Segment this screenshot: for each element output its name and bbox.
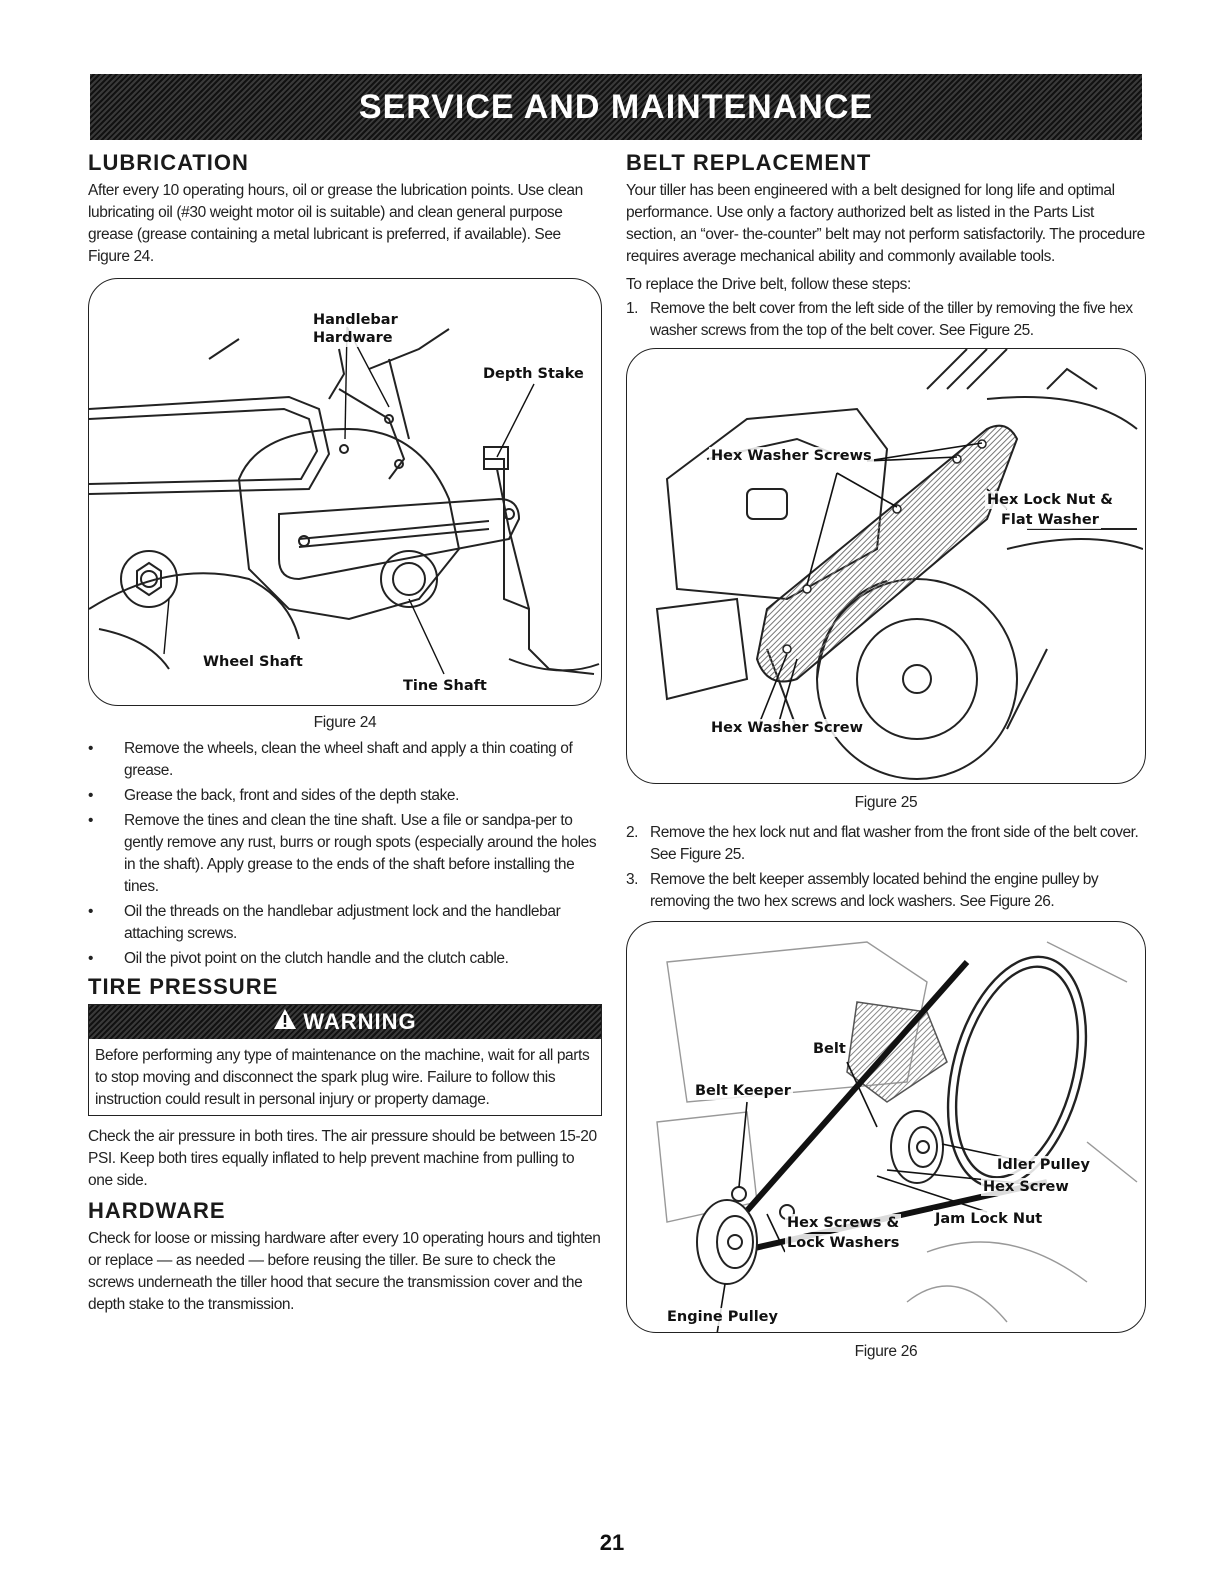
list-item: • Grease the back, front and sides of the depth stake.	[88, 785, 602, 807]
label-depth-stake: Depth Stake	[483, 366, 584, 382]
label-jam-lock-nut: Jam Lock Nut	[935, 1211, 1043, 1227]
list-item: • Oil the threads on the handlebar adjustment lock and the handlebar attaching screws.	[88, 901, 602, 945]
page-title: SERVICE AND MAINTENANCE	[358, 87, 874, 126]
warning-box	[88, 1004, 602, 1116]
list-item: • Remove the tines and clean the tine shaft. Use a file or sandpa-per to gently remove any rust, burrs or rough spots (especially around the holes in the shaft). Apply grease to the ends of the shaft before installing the tines.	[88, 810, 602, 898]
step-text: Remove the belt keeper assembly located behind the engine pulley by removing the two hex screws and lock washers. See Figure 26.	[650, 871, 1099, 910]
label-wheel-shaft: Wheel Shaft	[203, 654, 303, 670]
step-text: Remove the hex lock nut and flat washer from the front side of the belt cover. See Figure 25.	[650, 824, 1139, 863]
label-hex-screws-2: Lock Washers	[787, 1235, 900, 1251]
left-column	[88, 150, 602, 1316]
label-tine-shaft: Tine Shaft	[403, 678, 487, 694]
list-item	[626, 822, 1146, 866]
step-number: 2.	[626, 824, 638, 841]
right-column	[626, 150, 1146, 1367]
label-engine-pulley: Engine Pulley	[667, 1309, 778, 1325]
label-hex-washer-screw: Hex Washer Screw	[711, 720, 864, 736]
hardware-text: Check for loose or missing hardware after every 10 operating hours and tighten or replace — as needed — before reusing the tiller. Be sure to check the screws underneath the tiller hood that secure the transmission cover and the depth stake to the transmission.	[88, 1230, 601, 1313]
lubrication-list	[88, 738, 602, 970]
belt-replacement-heading: BELT REPLACEMENT	[626, 150, 872, 175]
warning-text: Before performing any type of maintenance on the machine, wait for all parts to stop moving and disconnect the spark plug wire. Failure to follow this instruction could result in personal injury or property damage.	[95, 1047, 590, 1108]
label-idler-pulley: Idler Pulley	[997, 1157, 1090, 1173]
section-banner	[90, 74, 1142, 140]
list-item	[626, 298, 1146, 342]
tire-pressure-text: Check the air pressure in both tires. The air pressure should be between 15-20 PSI. Keep both tires equally inflated to help prevent machine from pulling to one side.	[88, 1128, 597, 1189]
label-handlebar-hardware-2: Hardware	[313, 330, 393, 346]
belt-steps-a	[626, 298, 1146, 342]
list-item	[626, 869, 1146, 913]
label-hex-washer-screws: Hex Washer Screws	[711, 448, 872, 464]
figure-26	[626, 921, 1146, 1333]
figure-26-caption: Figure 26	[854, 1343, 918, 1360]
label-belt-keeper: Belt Keeper	[695, 1083, 791, 1099]
label-hex-screws-1: Hex Screws &	[787, 1215, 900, 1231]
belt-replacement-intro: Your tiller has been engineered with a belt designed for long life and optimal performance. Use only a factory authorized belt as listed in the Parts List section, an “over- the-counter” belt may not perform satisfactorily. The procedure requires average mechanical ability and commonly available tools.	[626, 182, 1145, 265]
figure-25-caption: Figure 25	[854, 794, 918, 811]
hardware-heading: HARDWARE	[88, 1198, 226, 1223]
step-number: 1.	[626, 300, 638, 317]
belt-steps-b	[626, 822, 1146, 913]
belt-replacement-lead: To replace the Drive belt, follow these steps:	[626, 276, 911, 293]
tire-pressure-heading: TIRE PRESSURE	[88, 974, 279, 999]
label-handlebar-hardware-1: Handlebar	[313, 312, 398, 328]
warning-triangle-icon	[273, 1008, 297, 1036]
label-belt: Belt	[813, 1041, 846, 1057]
page-number: 21	[599, 1530, 625, 1555]
figure-25	[626, 348, 1146, 784]
warning-title: WARNING	[303, 1009, 417, 1034]
warning-header	[89, 1005, 601, 1039]
figure-24	[88, 278, 602, 706]
step-text: Remove the belt cover from the left side of the tiller by removing the five hex washer screws from the top of the belt cover. See Figure 25.	[650, 300, 1133, 339]
figure-24-caption: Figure 24	[313, 714, 377, 731]
list-item: • Remove the wheels, clean the wheel shaft and apply a thin coating of grease.	[88, 738, 602, 782]
figure-26-drawing	[627, 922, 1143, 1333]
label-hex-lock-nut-2: Flat Washer	[1001, 512, 1099, 528]
list-item: • Oil the pivot point on the clutch handle and the clutch cable.	[88, 948, 602, 970]
step-number: 3.	[626, 871, 638, 888]
lubrication-heading: LUBRICATION	[88, 150, 249, 175]
lubrication-intro: After every 10 operating hours, oil or grease the lubrication points. Use clean lubricating oil (#30 weight motor oil is suitable) and clean general purpose grease (grease containing a metal lubricant is preferred, if available). See Figure 24.	[88, 182, 583, 265]
label-hex-screw: Hex Screw	[983, 1179, 1069, 1195]
label-hex-lock-nut-1: Hex Lock Nut &	[987, 492, 1113, 508]
figure-25-drawing	[627, 349, 1143, 784]
